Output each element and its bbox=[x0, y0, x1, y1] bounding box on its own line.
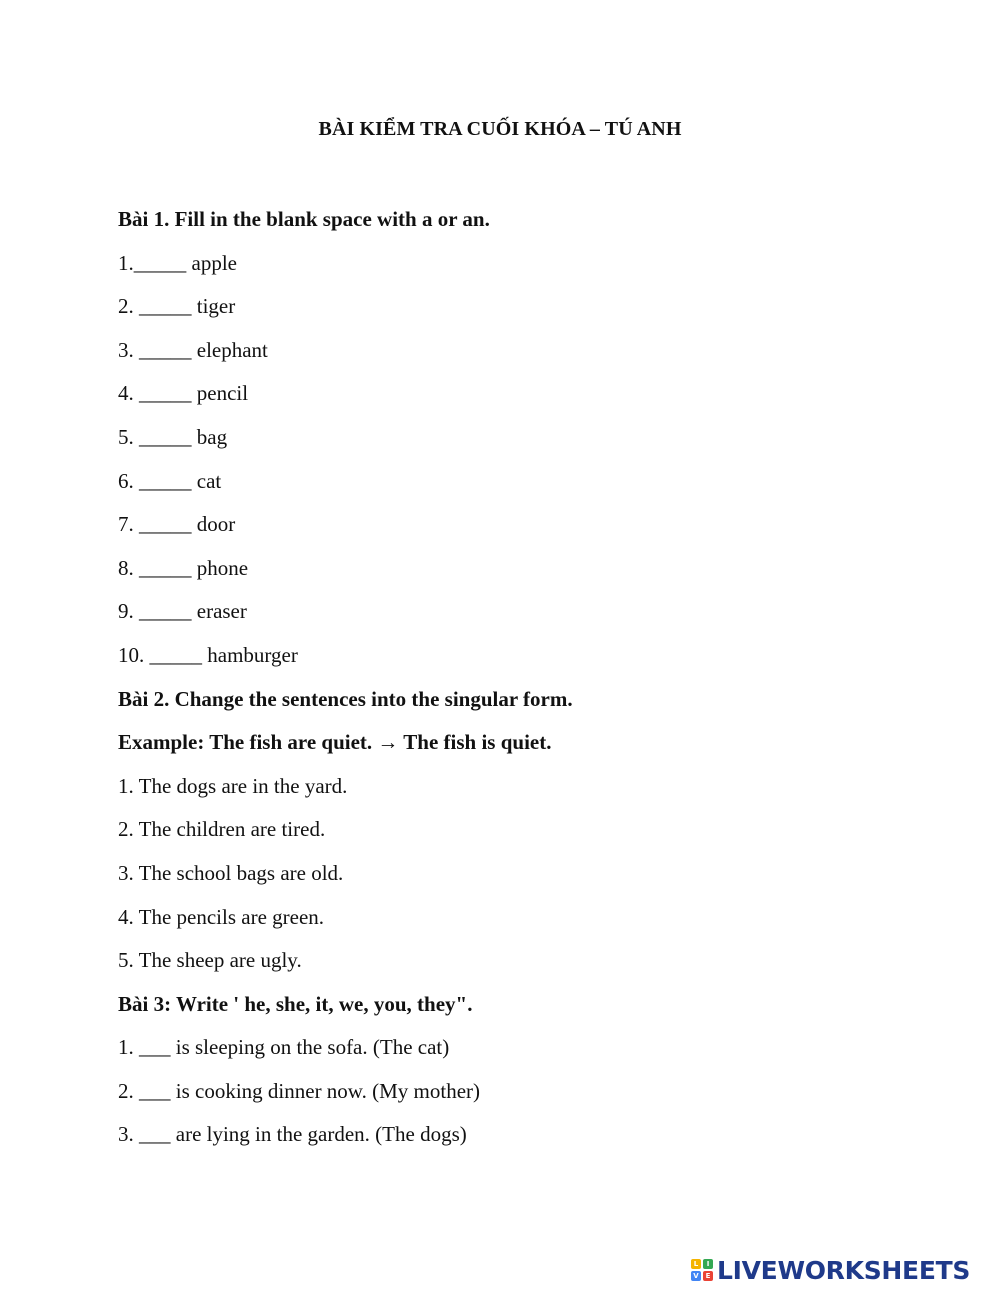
section-1-item: 2. _____ tiger bbox=[118, 294, 236, 319]
section-1-item: 8. _____ phone bbox=[118, 555, 249, 580]
liveworksheets-logo-icon bbox=[691, 1259, 713, 1281]
section-2-item: 5. The sheep are ugly. bbox=[118, 948, 302, 973]
section-3-item: 3. ___ are lying in the garden. (The dogs) bbox=[118, 1122, 467, 1147]
section-2-example: Example: The fish are quiet. → The fish is quiet. bbox=[118, 730, 552, 755]
section-1-item: 10. _____ hamburger bbox=[118, 642, 298, 667]
liveworksheets-logo-text: LIVEWORKSHEETS bbox=[717, 1255, 971, 1285]
section-3-heading: Bài 3: Write ' he, she, it, we, you, they". bbox=[118, 991, 473, 1016]
section-2-item: 2. The children are tired. bbox=[118, 817, 326, 842]
liveworksheets-logo bbox=[691, 1254, 970, 1286]
logo-letter-l: L bbox=[691, 1259, 701, 1269]
section-2-item: 1. The dogs are in the yard. bbox=[118, 773, 348, 798]
logo-letter-i: I bbox=[703, 1259, 713, 1269]
worksheet-content bbox=[118, 205, 918, 1164]
section-1-item: 7. _____ door bbox=[118, 512, 236, 537]
section-3-item: 2. ___ is cooking dinner now. (My mother) bbox=[118, 1078, 481, 1103]
section-2-item: 3. The school bags are old. bbox=[118, 860, 344, 885]
section-1-item: 1._____ apple bbox=[118, 250, 237, 275]
section-1-item: 4. _____ pencil bbox=[118, 381, 249, 406]
section-2-heading: Bài 2. Change the sentences into the singular form. bbox=[118, 686, 573, 711]
section-1-item: 6. _____ cat bbox=[118, 468, 222, 493]
section-2-item: 4. The pencils are green. bbox=[118, 904, 325, 929]
section-1-item: 3. _____ elephant bbox=[118, 337, 268, 362]
logo-letter-v: V bbox=[691, 1271, 701, 1281]
logo-letter-e: E bbox=[703, 1271, 713, 1281]
section-1-item: 5. _____ bag bbox=[118, 424, 228, 449]
section-1-heading: Bài 1. Fill in the blank space with a or an. bbox=[118, 207, 490, 231]
section-1-item: 9. _____ eraser bbox=[118, 599, 247, 624]
page-title: BÀI KIỂM TRA CUỐI KHÓA – TÚ ANH bbox=[318, 118, 682, 140]
section-3-item: 1. ___ is sleeping on the sofa. (The cat) bbox=[118, 1035, 450, 1060]
